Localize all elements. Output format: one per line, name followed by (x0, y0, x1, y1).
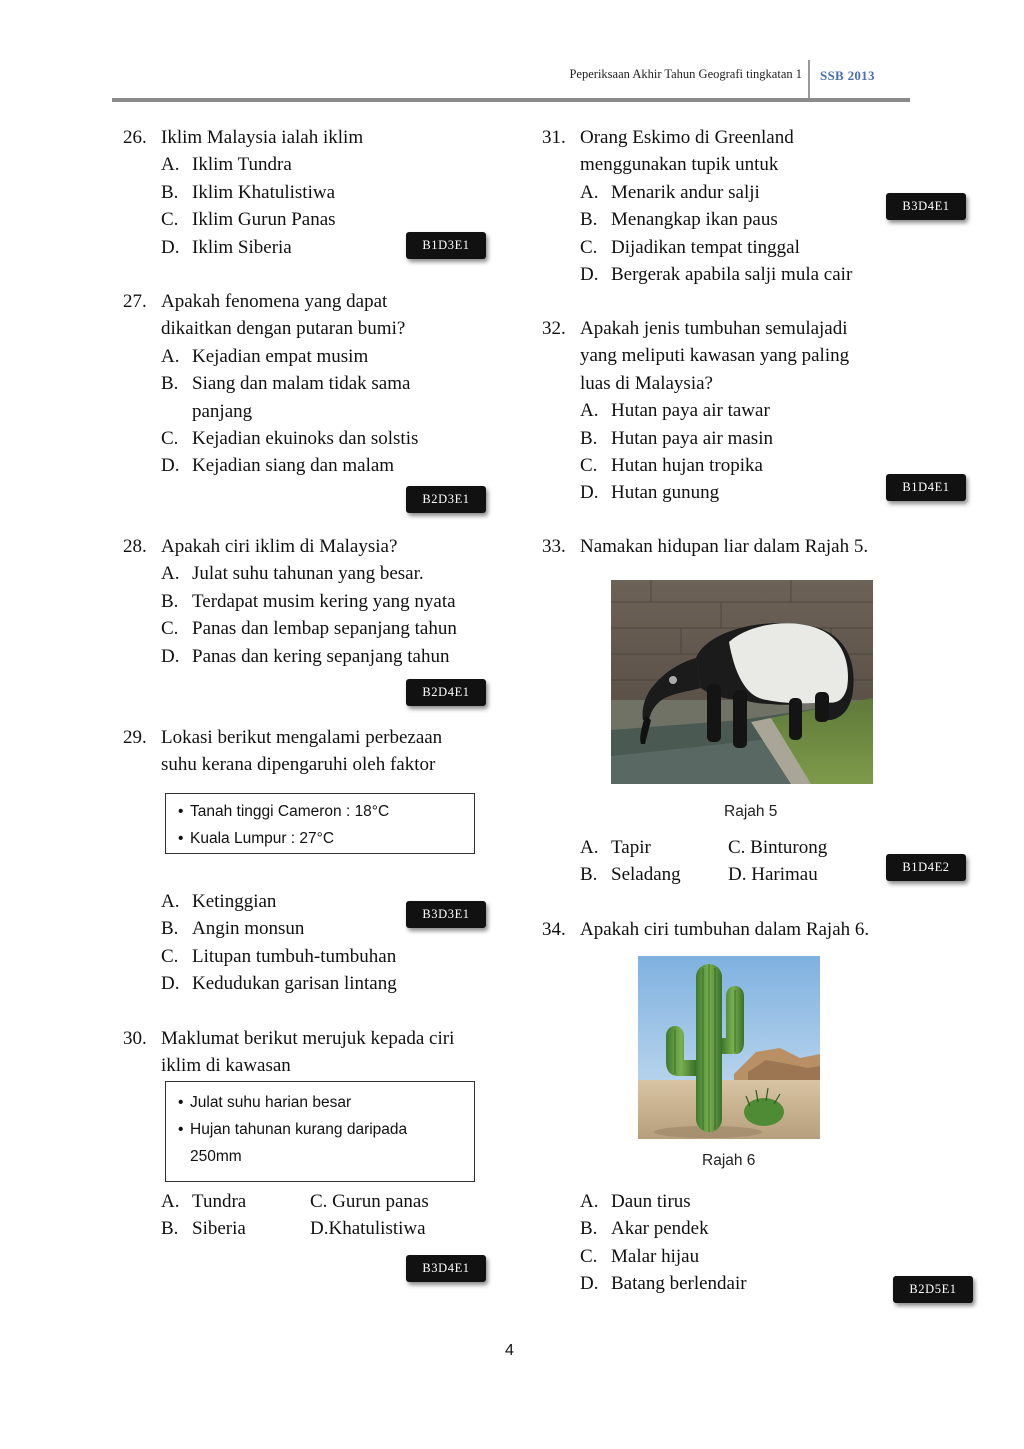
option-c[interactable]: C. Panas dan lembap sepanjang tahun (161, 618, 457, 640)
option-a[interactable]: A. Kejadian empat musim (161, 345, 369, 367)
question-stem-line2: yang meliputi kawasan yang paling (580, 345, 850, 367)
question-code: B1D4E2 (886, 854, 966, 881)
question-stem: Iklim Malaysia ialah iklim (161, 127, 364, 148)
option-d[interactable]: D.Khatulistiwa (310, 1218, 426, 1240)
option-c[interactable]: C. Dijadikan tempat tinggal (580, 236, 800, 258)
option-c[interactable]: C. Gurun panas (310, 1191, 429, 1212)
option-c[interactable]: C. Binturong (728, 837, 828, 858)
question-code: B1D4E1 (886, 474, 966, 501)
question-number: 31. (542, 127, 566, 148)
question-stem: Maklumat berikut merujuk kepada ciri (161, 1028, 455, 1049)
figure-caption: Rajah 5 (724, 803, 778, 820)
option-d[interactable]: D. Hutan gunung (580, 482, 720, 504)
option-b[interactable]: B. Terdapat musim kering yang nyata (161, 590, 456, 612)
question-number: 27. (123, 291, 147, 312)
question-number: 32. (542, 318, 566, 339)
question-number: 34. (542, 919, 566, 940)
question-stem: Apakah jenis tumbuhan semulajadi (580, 318, 848, 339)
page-number: 4 (505, 1342, 514, 1359)
option-c[interactable]: C. Hutan hujan tropika (580, 455, 763, 477)
option-d[interactable]: D. Panas dan kering sepanjang tahun (161, 645, 450, 667)
question-stem: Lokasi berikut mengalami perbezaan (161, 727, 443, 748)
option-d[interactable]: D. Bergerak apabila salji mula cair (580, 264, 853, 286)
question-stem-line3: luas di Malaysia? (580, 372, 713, 394)
question-33 (542, 533, 912, 560)
question-number: 33. (542, 536, 566, 557)
header-separator (808, 60, 810, 98)
option-d[interactable]: D. Harimau (728, 864, 818, 886)
question-code: B3D4E1 (886, 193, 966, 220)
option-b-continued: panjang (192, 400, 253, 422)
header-badge: SSB 2013 (820, 68, 875, 83)
option-a[interactable]: Tapir (611, 837, 651, 858)
question-stem: Apakah ciri iklim di Malaysia? (161, 536, 398, 557)
option-c[interactable]: C. Malar hijau (580, 1245, 700, 1267)
tapir-illustration (611, 580, 873, 784)
option-b[interactable]: B. Menangkap ikan paus (580, 209, 778, 231)
page-header (112, 60, 910, 98)
question-31 (542, 124, 912, 288)
option-b[interactable]: B. Iklim Khatulistiwa (161, 181, 336, 203)
header-title: Peperiksaan Akhir Tahun Geografi tingkatan 1 (569, 67, 802, 81)
option-a[interactable]: A. Julat suhu tahunan yang besar. (161, 563, 424, 585)
option-a[interactable]: A. Daun tirus (580, 1191, 691, 1212)
question-stem: Orang Eskimo di Greenland (580, 127, 794, 148)
option-c[interactable]: C. Kejadian ekuinoks dan solstis (161, 428, 419, 450)
question-stem: Apakah ciri tumbuhan dalam Rajah 6. (580, 919, 870, 940)
question-number: 30. (123, 1028, 147, 1049)
question-number: 28. (123, 536, 147, 557)
option-b[interactable]: Seladang (611, 864, 681, 886)
option-a[interactable]: A. Hutan paya air tawar (580, 400, 770, 422)
option-a[interactable]: Tundra (192, 1191, 247, 1212)
question-stem-line2: dikaitkan dengan putaran bumi? (161, 318, 406, 340)
option-b[interactable]: B. Akar pendek (580, 1218, 709, 1240)
option-a[interactable]: A. Iklim Tundra (161, 154, 292, 176)
option-b[interactable]: B. Hutan paya air masin (580, 427, 773, 449)
question-30-options: A. Tundra C. Gurun panas B. Siberia D.Khatulistiwa (123, 1188, 503, 1243)
option-d[interactable]: D. Kejadian siang dan malam (161, 455, 395, 477)
cactus-image (638, 956, 820, 1139)
question-number: 29. (123, 727, 147, 748)
question-34-options (542, 1188, 912, 1298)
question-code: B1D3E1 (406, 232, 486, 259)
question-29 (123, 724, 503, 779)
question-stem: Namakan hidupan liar dalam Rajah 5. (580, 536, 869, 557)
option-a[interactable]: A. Menarik andur salji (580, 181, 760, 203)
question-stem-line2: suhu kerana dipengaruhi oleh faktor (161, 754, 436, 776)
question-stem-line2: menggunakan tupik untuk (580, 154, 779, 176)
question-number: 26. (123, 127, 147, 148)
option-b[interactable]: Siberia (192, 1218, 246, 1240)
question-30 (123, 1025, 503, 1080)
question-34 (542, 916, 912, 943)
option-a[interactable]: A. Ketinggian (161, 891, 277, 912)
figure-caption: Rajah 6 (702, 1152, 756, 1169)
header-rule (112, 98, 910, 102)
info-box: • Julat suhu harian besar • Hujan tahunan kurang daripada 250mm (165, 1081, 475, 1182)
tapir-image (611, 580, 873, 784)
question-27 (123, 288, 503, 480)
option-d[interactable]: D. Batang berlendair (580, 1273, 747, 1295)
question-code: B3D3E1 (406, 901, 486, 928)
question-code: B2D5E1 (893, 1276, 973, 1303)
question-code: B2D4E1 (406, 679, 486, 706)
info-box: • Tanah tinggi Cameron : 18°C • Kuala Lumpur : 27°C (165, 793, 475, 854)
question-code: B2D3E1 (406, 486, 486, 513)
option-c[interactable]: C. Litupan tumbuh-tumbuhan (161, 945, 397, 967)
option-b[interactable]: B. Angin monsun (161, 918, 305, 940)
question-32 (542, 315, 912, 507)
option-d[interactable]: D. Kedudukan garisan lintang (161, 973, 397, 995)
question-stem: Apakah fenomena yang dapat (161, 291, 388, 312)
option-d[interactable]: D. Iklim Siberia (161, 236, 292, 258)
option-b[interactable]: B. Siang dan malam tidak sama (161, 373, 411, 395)
question-28 (123, 533, 503, 670)
question-33-options: A. Tapir C. Binturong B. Seladang D. Harimau (542, 834, 912, 889)
question-stem-line2: iklim di kawasan (161, 1055, 291, 1077)
cactus-illustration (638, 956, 820, 1139)
option-c[interactable]: C. Iklim Gurun Panas (161, 209, 336, 231)
question-code: B3D4E1 (406, 1255, 486, 1282)
